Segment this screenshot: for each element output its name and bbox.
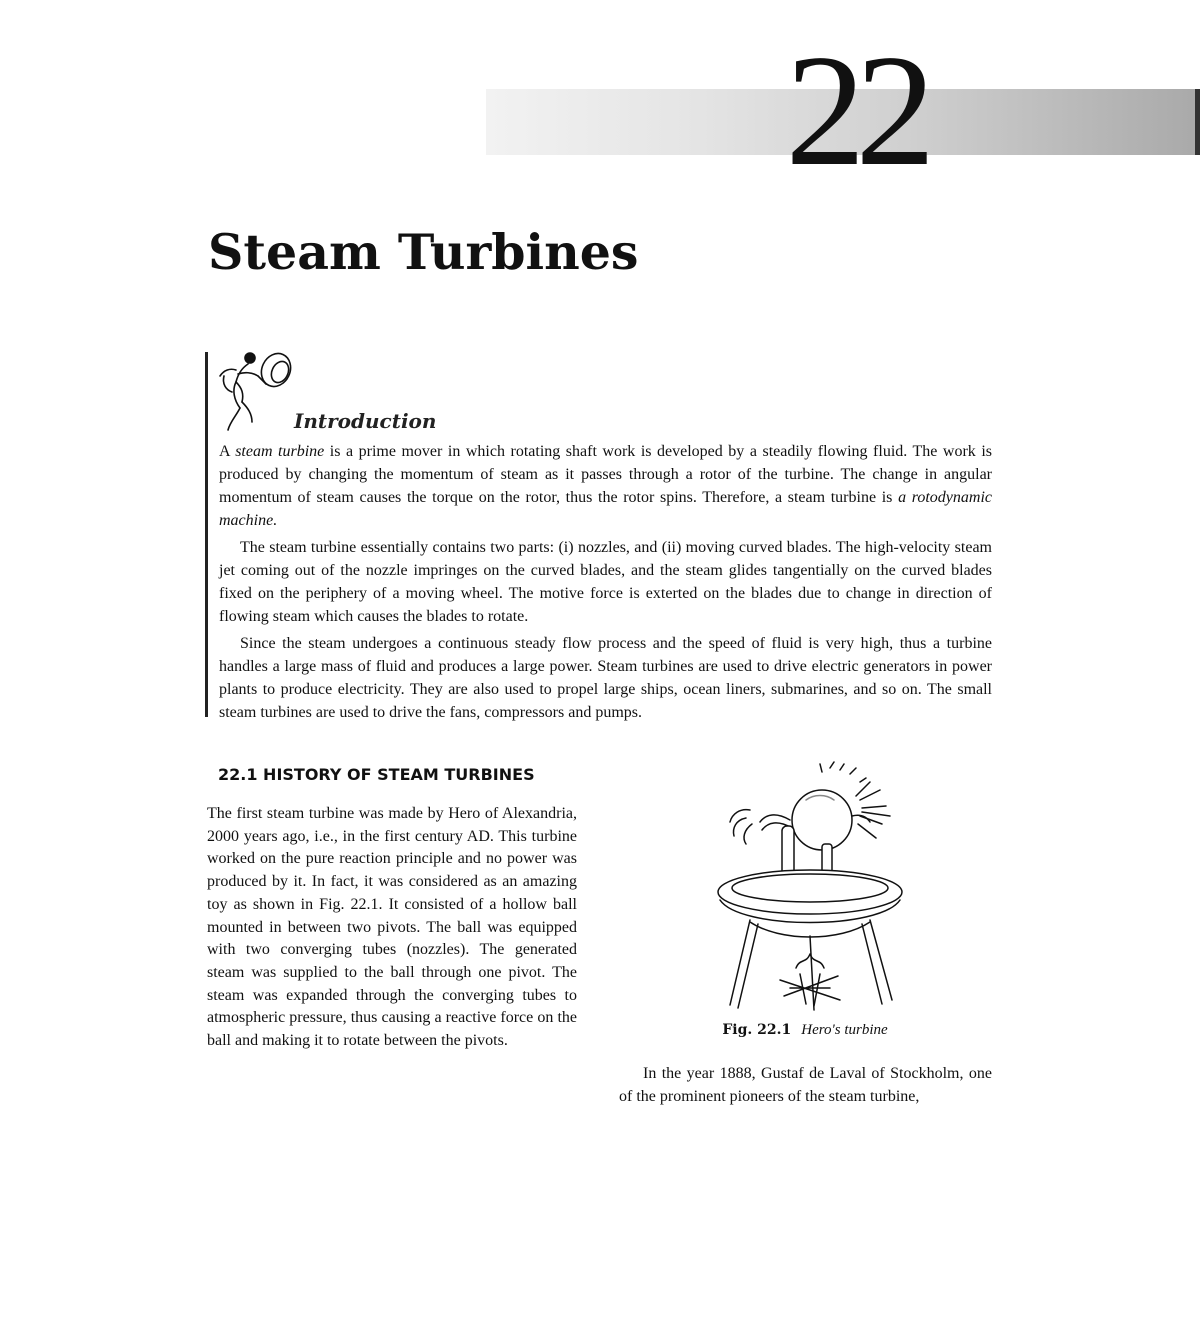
heros-turbine-icon <box>710 760 910 1015</box>
history-paragraph: The first steam turbine was made by Hero of Alexandria, 2000 years ago, i.e., in the first century AD. This turbine worked on the pure reaction principle and no power was produced by it. In fact, it was considered as an amazing toy as shown in Fig. 22.1. It consisted of a hollow ball mounted in between two pivots. The ball was equipped with two converging tubes (nozzles). The generated steam was supplied to the ball through one pivot. The steam was expanded through the converging tubes to atmospheric pressure, thus causing a reactive force on the ball and making it to rotate between the pivots. <box>207 805 577 1050</box>
figure-label: Fig. 22.1 <box>722 1022 792 1038</box>
intro-paragraph-1 <box>219 440 992 532</box>
intro-heading: Introduction <box>294 409 437 433</box>
figure-name: Hero's turbine <box>801 1022 888 1038</box>
intro-paragraph-2: The steam turbine essentially contains two parts: (i) nozzles, and (ii) moving curved blades. The high-velocity steam jet coming out of the nozzle impringes on the curved blades, and the steam glides tangentially on the curved blades fixed on the periphery of a moving wheel. The motive force is exterted on the blades due to change in direction of flowing steam which causes the blades to rotate. <box>219 539 992 625</box>
intro-body <box>219 440 992 724</box>
chapter-band-edge <box>1195 89 1200 155</box>
intro-rule <box>205 352 208 717</box>
intro-p1-emphasis: a rotodynamic machine. <box>219 489 993 529</box>
intro-p1-term: steam turbine <box>235 443 325 460</box>
intro-paragraph-3: Since the steam undergoes a continuous steady flow process and the speed of fluid is very high, thus a turbine handles a large mass of fluid and produces a large power. Steam turbines are used to drive electric generators in power plants to produce electricity. They are also used to propel large ships, ocean liners, submarines, and so on. The small steam turbines are used to drive the fans, compressors and pumps. <box>219 635 992 721</box>
intro-p1-middle: is a prime mover in which rotating shaft work is developed by a steadily flowing fluid. The work is produced by changing the momentum of steam as it passes through a rotor of the turbine. The change in angular momentum of steam causes the torque on the rotor, thus the rotor spins. Therefore, a steam turbine is <box>219 443 993 506</box>
chapter-title: Steam Turbines <box>208 223 639 281</box>
chapter-number: 22 <box>785 21 926 199</box>
continuation-paragraph: In the year 1888, Gustaf de Laval of Stockholm, one of the prominent pioneers of the steam turbine, <box>619 1065 992 1105</box>
section-heading: 22.1 HISTORY OF STEAM TURBINES <box>218 765 535 784</box>
intro-p1-start: A <box>219 443 236 460</box>
figure-caption <box>640 1020 970 1040</box>
reading-person-icon <box>214 350 294 432</box>
